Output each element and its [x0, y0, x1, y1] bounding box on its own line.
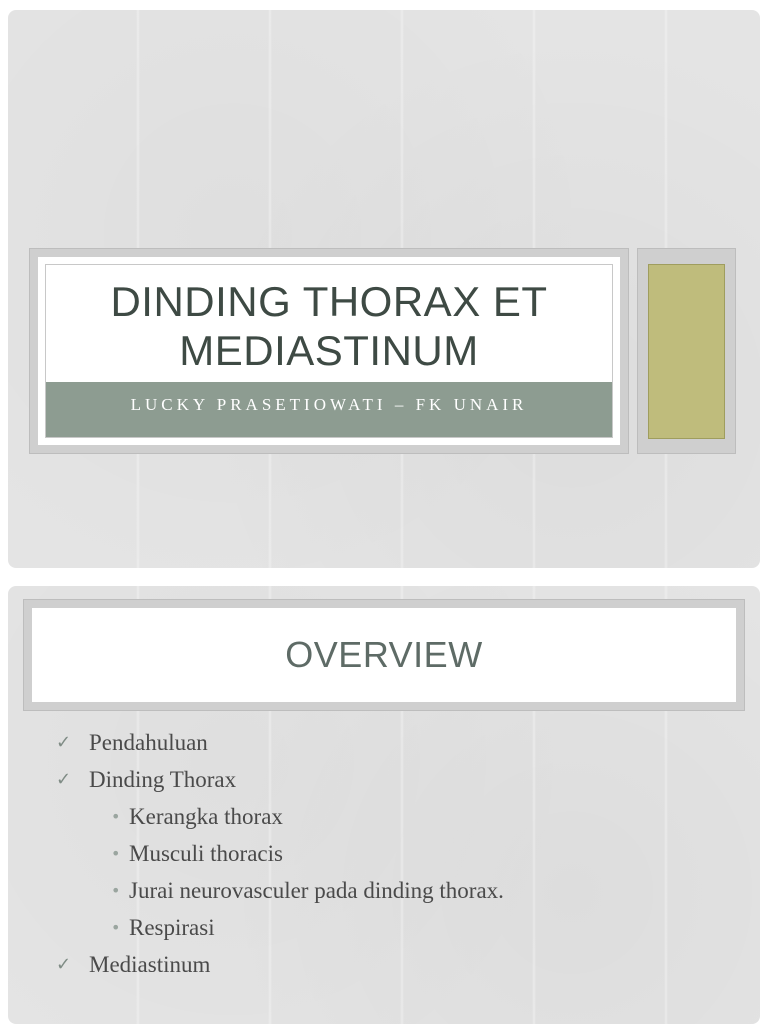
list-subitem-text: Kerangka thorax: [129, 804, 283, 829]
subtitle-band: [46, 382, 612, 437]
list-item-text: Pendahuluan: [89, 730, 208, 755]
title-line-2: MEDIASTINUM: [179, 327, 479, 374]
slide-title: [8, 10, 760, 568]
accent-frame: [637, 248, 736, 454]
title-inner-border: [45, 264, 613, 438]
check-icon: ✓: [56, 732, 72, 753]
bullet-icon: •: [111, 844, 121, 863]
list-item: [56, 724, 504, 761]
list-subitem-text: Jurai neurovasculer pada dinding thorax.: [129, 878, 504, 903]
overview-title: OVERVIEW: [285, 634, 483, 675]
list-subitem-text: Musculi thoracis: [129, 841, 283, 866]
bullet-icon: •: [111, 881, 121, 900]
bullet-icon: •: [111, 918, 121, 937]
list-subitem: [56, 835, 504, 872]
title-frame: [29, 248, 629, 454]
list-item-text: Dinding Thorax: [89, 767, 237, 792]
check-icon: ✓: [56, 954, 72, 975]
slide-overview: [8, 586, 760, 1024]
list-subitem: [56, 909, 504, 946]
list-item-text: Mediastinum: [89, 952, 211, 977]
slide-subtitle: LUCKY PRASETIOWATI – FK UNAIR: [130, 394, 528, 414]
title-line-1: DINDING THORAX ET: [110, 278, 548, 325]
overview-frame: [23, 599, 745, 711]
overview-card: [32, 608, 736, 702]
bullet-icon: •: [111, 807, 121, 826]
list-subitem: [56, 798, 504, 835]
check-icon: ✓: [56, 769, 72, 790]
list-subitem: [56, 872, 504, 909]
accent-block: [648, 264, 725, 439]
slide-title-text: [46, 271, 612, 381]
list-item: [56, 761, 504, 798]
list-subitem-text: Respirasi: [129, 915, 215, 940]
title-card: [38, 257, 620, 445]
list-item: [56, 946, 504, 983]
outline-list: [56, 724, 504, 983]
